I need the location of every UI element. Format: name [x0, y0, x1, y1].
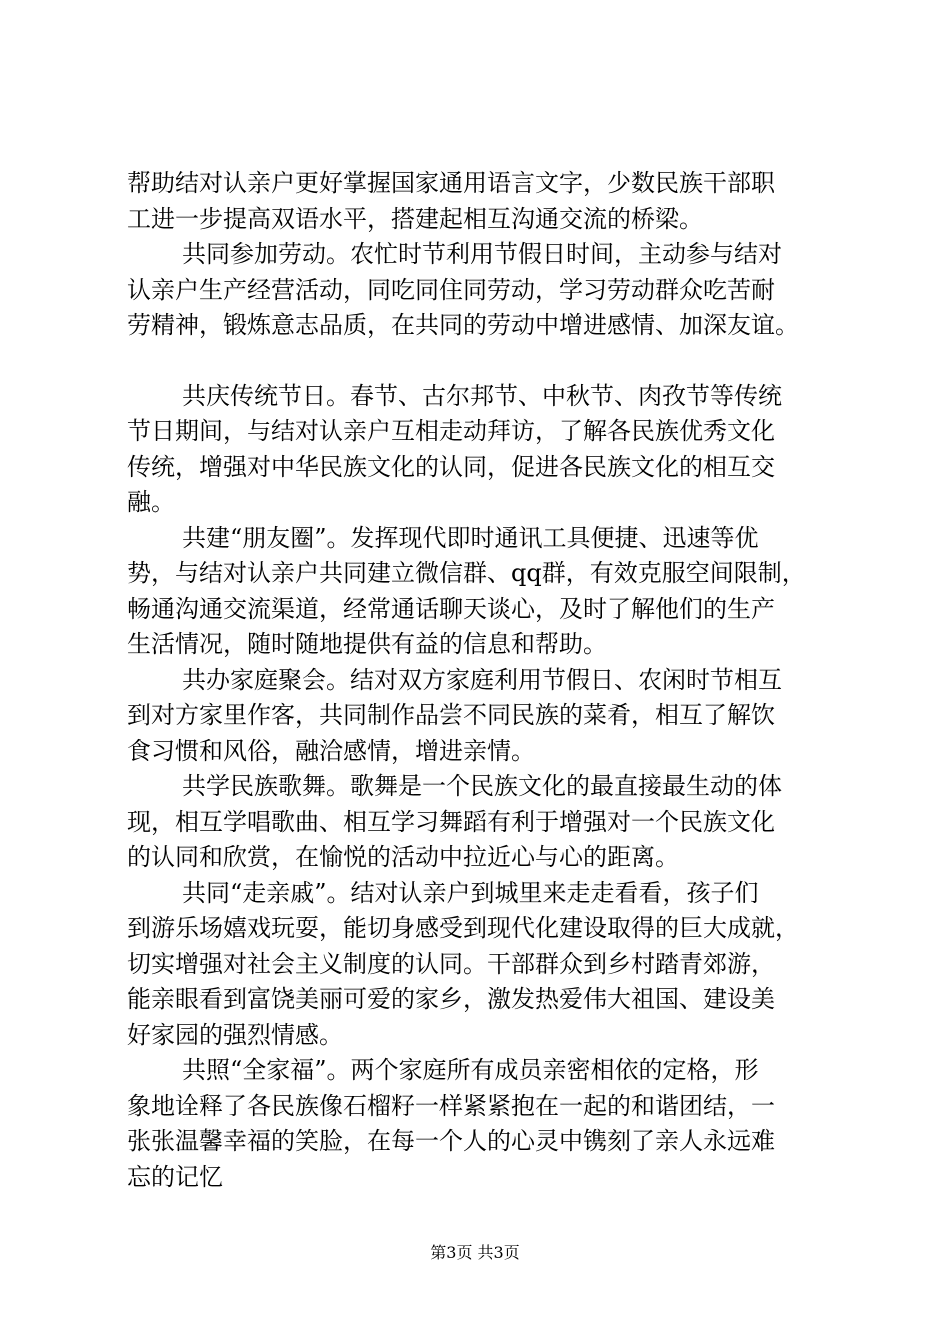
paragraph-gap	[127, 344, 827, 379]
text-line: 共建“朋友圈”。发挥现代即时通讯工具便捷、迅速等优	[182, 523, 759, 552]
text-line: 到游乐场嬉戏玩耍，能切身感受到现代化建设取得的巨大成就，	[127, 914, 799, 942]
text-line: 劳精神，锻炼意志品质，在共同的劳动中增进感情、加深友谊。	[127, 311, 799, 339]
page-footer	[0, 1243, 950, 1263]
text-line: 的认同和欣赏，在愉悦的活动中拉近心与心的距离。	[127, 843, 679, 871]
text-line: 食习惯和风俗，融洽感情，增进亲情。	[127, 736, 535, 765]
text-line: 到对方家里作客，共同制作品尝不同民族的菜肴，相互了解饮	[127, 701, 775, 729]
text-line: 共照“全家福”。两个家庭所有成员亲密相依的定格，形	[182, 1056, 759, 1084]
text-line: 认亲户生产经营活动，同吃同住同劳动，学习劳动群众吃苦耐	[127, 275, 775, 304]
text-line: 共同参加劳动。农忙时节利用节假日时间，主动参与结对	[182, 240, 782, 268]
text-line: 生活情况，随时随地提供有益的信息和帮助。	[127, 630, 607, 658]
text-line: 共学民族歌舞。歌舞是一个民族文化的最直接最生动的体	[182, 772, 782, 800]
text-line: 好家园的强烈情感。	[127, 1020, 343, 1049]
text-line: 张张温馨幸福的笑脸，在每一个人的心灵中镌刻了亲人永远难	[127, 1127, 775, 1155]
text-line: 能亲眼看到富饶美丽可爱的家乡，激发热爱伟大祖国、建设美	[127, 985, 775, 1013]
text-line: 现，相互学唱歌曲、相互学习舞蹈有利于增强对一个民族文化	[127, 807, 775, 836]
text-line: 融。	[127, 488, 175, 516]
text-line: 切实增强对社会主义制度的认同。干部群众到乡村踏青郊游，	[127, 949, 775, 978]
text-line: 势，与结对认亲户共同建立微信群、qq群，有效克服空间限制，	[127, 559, 806, 587]
text-line: 帮助结对认亲户更好掌握国家通用语言文字，少数民族干部职	[127, 169, 775, 197]
text-line: 传统，增强对中华民族文化的认同，促进各民族文化的相互交	[127, 452, 775, 481]
text-line: 共庆传统节日。春节、古尔邦节、中秋节、肉孜节等传统	[182, 381, 782, 410]
text-line: 象地诠释了各民族像石榴籽一样紧紧抱在一起的和谐团结，一	[127, 1091, 775, 1120]
text-line: 忘的记忆	[127, 1162, 223, 1191]
text-line: 共办家庭聚会。结对双方家庭利用节假日、农闲时节相互	[182, 665, 782, 694]
text-line: 节日期间，与结对认亲户互相走动拜访，了解各民族优秀文化	[127, 417, 775, 445]
document-body	[127, 166, 827, 1195]
text-line: 共同“走亲戚”。结对认亲户到城里来走走看看，孩子们	[182, 878, 759, 907]
text-line: 畅通沟通交流渠道，经常通话聊天谈心，及时了解他们的生产	[127, 594, 775, 623]
text-line: 工进一步提高双语水平，搭建起相互沟通交流的桥梁。	[127, 204, 703, 233]
page-number-label: 第3页 共3页	[430, 1243, 520, 1262]
